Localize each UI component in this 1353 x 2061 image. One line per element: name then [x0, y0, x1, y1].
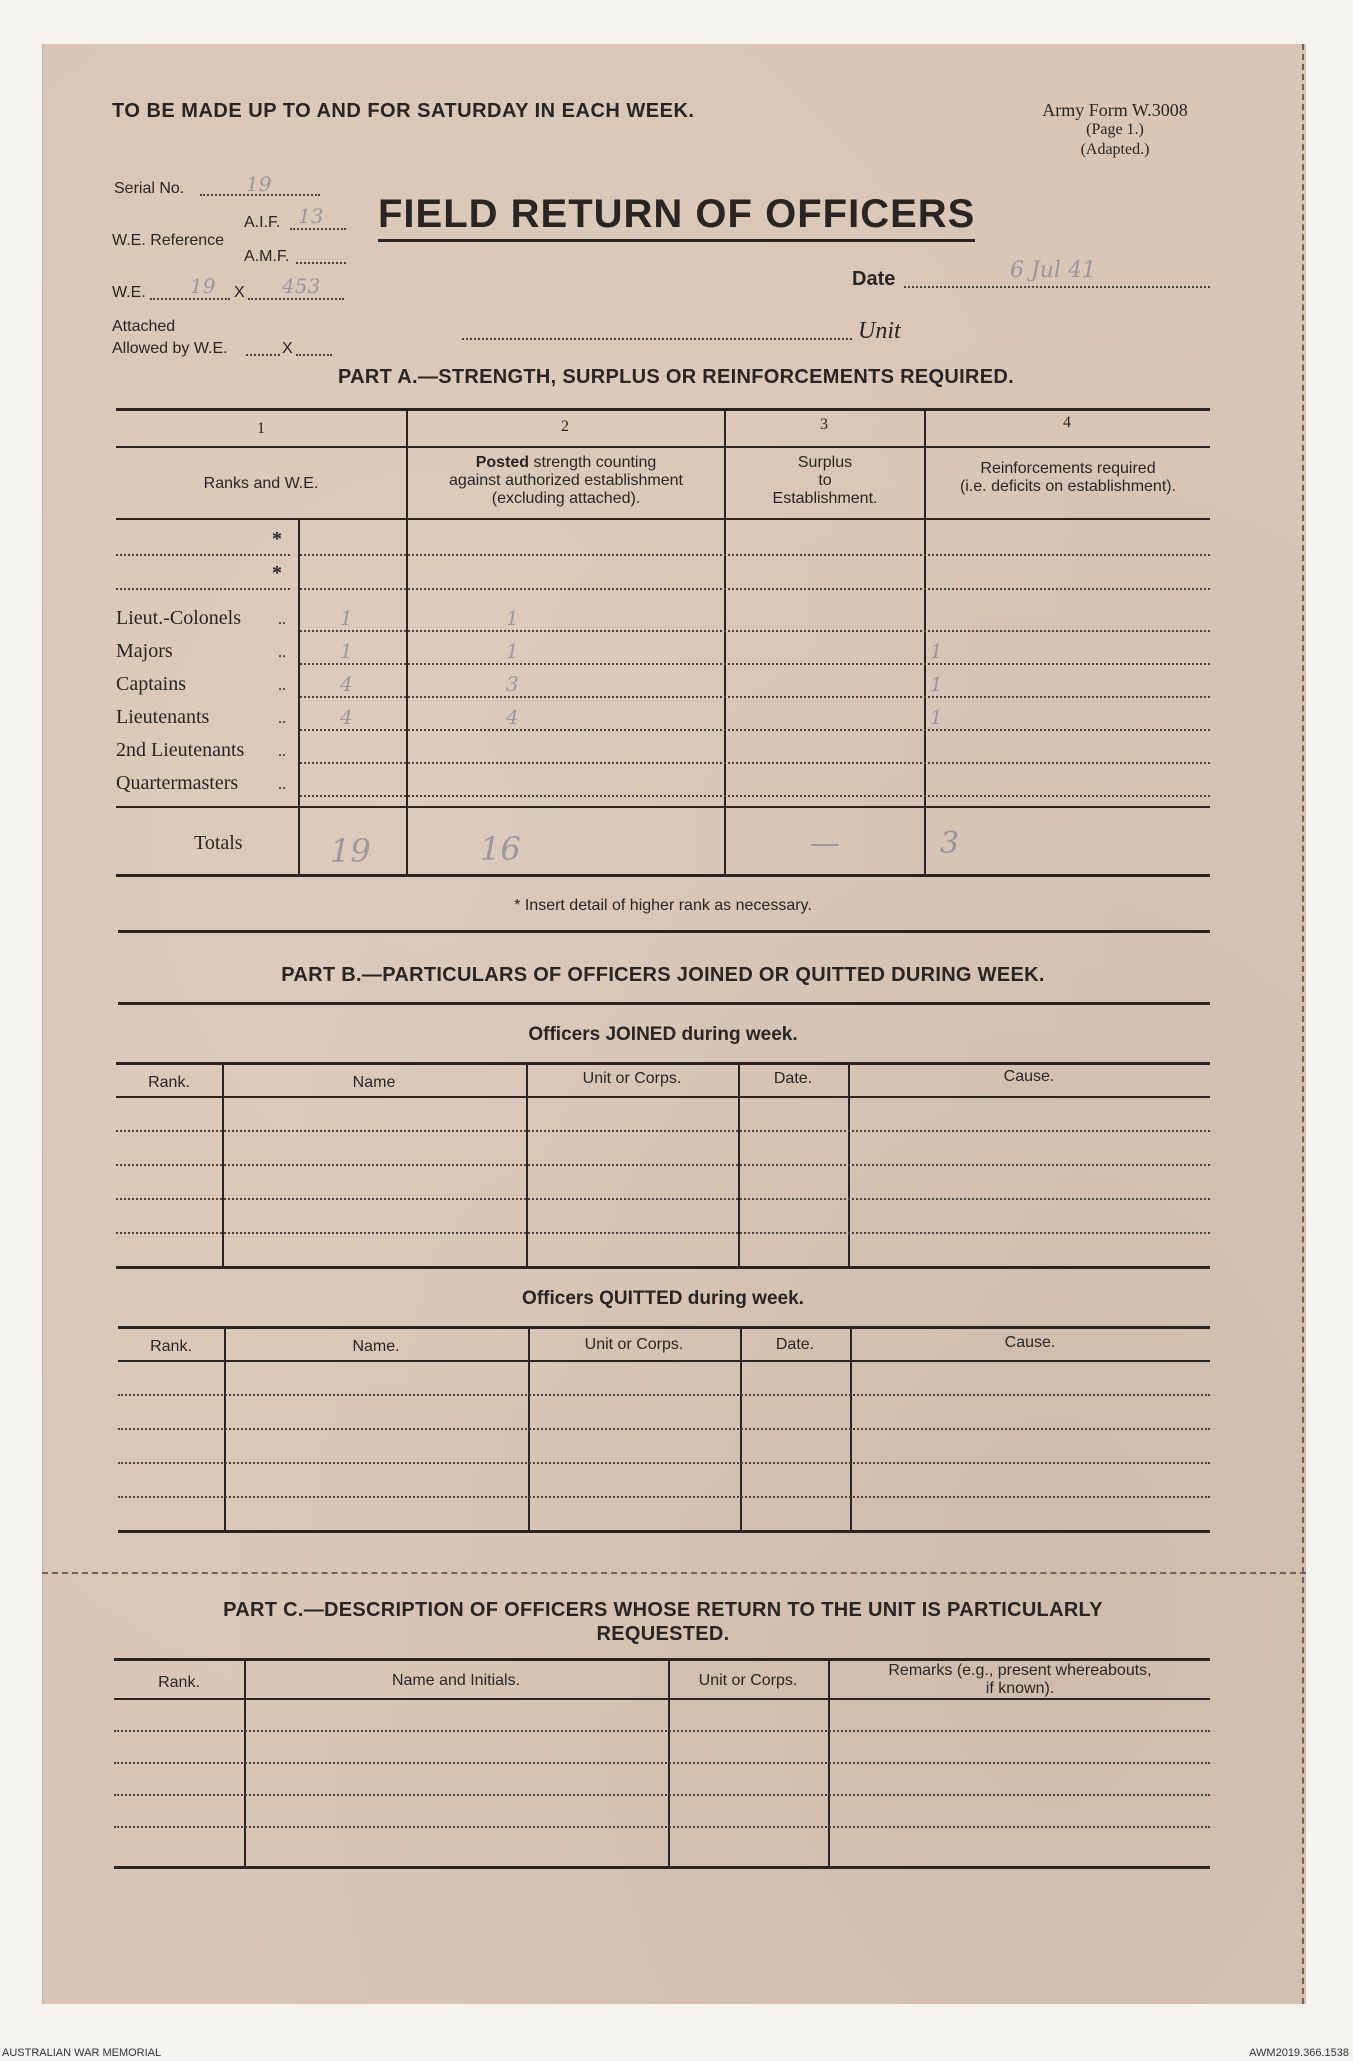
rank-lieut-colonels: Lieut.-Colonels — [116, 607, 241, 629]
we-reference-label: W.E. Reference — [112, 232, 225, 249]
col-number-4: 4 — [1063, 414, 1071, 431]
date-value: 6 Jul 41 — [1010, 258, 1097, 283]
part-c-col-remarks — [830, 1662, 1210, 1698]
part-a-number-rule — [116, 446, 1210, 448]
joined-col-unit: Unit or Corps. — [582, 1070, 682, 1087]
footer-credit-right: AWM2019.366.1538 — [1249, 2047, 1349, 2059]
joined-col-name: Name — [352, 1074, 396, 1091]
rank-lieutenants: Lieutenants — [116, 706, 210, 728]
serial-no-value: 19 — [246, 172, 272, 196]
aif-label: A.I.F. — [244, 214, 281, 231]
part-a-row-line-8 — [300, 795, 1210, 797]
part-c-heading-line-2: REQUESTED. — [596, 1623, 730, 1645]
quitted-top-rule — [118, 1326, 1210, 1329]
totals-we: 19 — [330, 832, 371, 870]
posted-rest: strength counting — [529, 454, 657, 471]
leader-dots-6: .. — [278, 776, 286, 793]
we-captains: 4 — [340, 672, 353, 696]
part-c-row-line-4[interactable] — [114, 1826, 1210, 1828]
part-c-header-rule — [114, 1698, 1210, 1700]
part-a-we-divider — [298, 520, 300, 876]
leader-dots-5: .. — [278, 743, 286, 760]
surplus-line-2: to — [818, 472, 832, 489]
posted-bold: Posted — [475, 454, 530, 471]
part-c-bottom-rule — [114, 1866, 1210, 1869]
leader-dots-3: .. — [278, 677, 286, 694]
rank-2nd-lieutenants: 2nd Lieutenants — [116, 739, 245, 761]
part-c-row-line-3[interactable] — [114, 1794, 1210, 1796]
part-c-heading-line-1: PART C.—DESCRIPTION OF OFFICERS WHOSE RETURN TO THE UNIT IS PARTICULARLY — [223, 1599, 1103, 1621]
part-b-heading: PART B.—PARTICULARS OF OFFICERS JOINED OR QUITTED DURING WEEK. — [281, 964, 1045, 986]
part-a-row-line-4 — [300, 663, 1210, 665]
joined-top-rule — [116, 1062, 1210, 1065]
col-header-ranks: Ranks and W.E. — [203, 475, 319, 492]
we-x: X — [234, 284, 245, 301]
remarks-line-2: if known). — [985, 1680, 1055, 1697]
quitted-col-name: Name. — [352, 1338, 400, 1355]
joined-row-line-4[interactable] — [116, 1232, 1210, 1234]
quitted-header-rule — [118, 1360, 1210, 1362]
we-label: W.E. — [112, 284, 146, 301]
part-c-col-name: Name and Initials. — [391, 1672, 521, 1689]
surplus-line-3: Establishment. — [772, 490, 878, 507]
part-a-bottom-rule — [116, 874, 1210, 877]
quitted-col-rank: Rank. — [150, 1338, 192, 1355]
allowed-field[interactable] — [246, 340, 280, 356]
col-header-surplus — [726, 454, 924, 508]
col-number-2: 2 — [561, 418, 569, 435]
star-row-2-marker: * — [272, 562, 282, 584]
quitted-row-line-3[interactable] — [118, 1462, 1210, 1464]
posted-line-2: against authorized establishment — [449, 472, 683, 489]
rank-captains: Captains — [116, 673, 186, 695]
joined-title: Officers JOINED during week. — [528, 1024, 798, 1045]
joined-col-cause: Cause. — [1003, 1068, 1055, 1085]
part-a-top-rule — [116, 408, 1210, 411]
amf-label: A.M.F. — [244, 248, 290, 265]
part-c-col-unit: Unit or Corps. — [698, 1672, 798, 1689]
part-c-heading — [116, 1598, 1210, 1646]
quitted-row-line-4[interactable] — [118, 1496, 1210, 1498]
unit-label: Unit — [858, 318, 901, 344]
totals-reinf: 3 — [940, 826, 960, 861]
allowed-field-2[interactable] — [296, 340, 332, 356]
aif-value: 13 — [298, 204, 324, 228]
attached-label: Attached — [112, 318, 176, 335]
form-identifier — [1010, 100, 1220, 160]
star-row-2-label-line[interactable] — [116, 588, 290, 590]
posted-majors: 1 — [506, 639, 519, 663]
leader-dots-2: .. — [278, 644, 286, 661]
joined-header-rule — [116, 1096, 1210, 1098]
reinf-captains: 1 — [930, 672, 943, 696]
totals-label: Totals — [194, 832, 243, 854]
part-a-footnote: * Insert detail of higher rank as necessary. — [514, 897, 812, 914]
we-value: 19 — [190, 274, 216, 298]
joined-col-date: Date. — [773, 1070, 813, 1087]
quitted-col-cause: Cause. — [1004, 1334, 1056, 1351]
joined-row-line-3[interactable] — [116, 1198, 1210, 1200]
allowed-x: X — [282, 340, 293, 357]
part-a-row-line-5 — [300, 696, 1210, 698]
joined-row-line-1[interactable] — [116, 1130, 1210, 1132]
quitted-bottom-rule — [118, 1530, 1210, 1533]
quitted-row-line-1[interactable] — [118, 1394, 1210, 1396]
part-c-row-line-1[interactable] — [114, 1730, 1210, 1732]
col-header-reinforcements — [926, 460, 1210, 496]
reinf-line-1: Reinforcements required — [980, 460, 1156, 477]
quitted-row-line-2[interactable] — [118, 1428, 1210, 1430]
instruction-heading: TO BE MADE UP TO AND FOR SATURDAY IN EACH WEEK. — [112, 100, 695, 122]
form-page: (Page 1.) — [1086, 121, 1144, 138]
part-c-top-rule — [114, 1658, 1210, 1661]
quitted-col-date: Date. — [775, 1336, 815, 1353]
serial-no-label: Serial No. — [114, 180, 185, 197]
totals-posted: 16 — [480, 830, 521, 868]
date-label: Date — [852, 268, 896, 290]
quitted-title: Officers QUITTED during week. — [522, 1288, 804, 1309]
posted-line-3: (excluding attached). — [491, 490, 641, 507]
page-title: FIELD RETURN OF OFFICERS — [378, 192, 975, 242]
part-a-totals-rule — [116, 806, 1210, 808]
rank-quartermasters: Quartermasters — [116, 772, 239, 794]
leader-dots-4: .. — [278, 710, 286, 727]
joined-col-rank: Rank. — [148, 1074, 190, 1091]
posted-captains: 3 — [506, 672, 519, 696]
quitted-col-unit: Unit or Corps. — [584, 1336, 684, 1353]
we-lieutenants: 4 — [340, 705, 353, 729]
form-note: (Adapted.) — [1080, 141, 1150, 158]
joined-bottom-rule — [116, 1266, 1210, 1269]
part-b-heading-rule — [118, 1002, 1210, 1005]
perforation-middle — [42, 1572, 1306, 1574]
part-a-row-line-6 — [300, 729, 1210, 731]
surplus-line-1: Surplus — [797, 454, 853, 471]
totals-surplus: — — [810, 826, 840, 861]
we-value-2: 453 — [282, 274, 321, 298]
perforation-right — [1302, 44, 1304, 2004]
footer-credit-left: AUSTRALIAN WAR MEMORIAL — [2, 2047, 162, 2059]
col-number-3: 3 — [820, 416, 828, 433]
leader-dots-1: .. — [278, 611, 286, 628]
joined-row-line-2[interactable] — [116, 1164, 1210, 1166]
posted-lieutenants: 4 — [506, 705, 519, 729]
part-a-heading: PART A.—STRENGTH, SURPLUS OR REINFORCEMENTS REQUIRED. — [338, 366, 1014, 388]
rank-majors: Majors — [116, 640, 173, 662]
we-lieut-colonels: 1 — [340, 606, 353, 630]
col-number-1: 1 — [257, 420, 265, 437]
col-header-posted — [408, 454, 724, 508]
form-name: Army Form W.3008 — [1042, 100, 1188, 120]
reinf-line-2: (i.e. deficits on establishment). — [959, 478, 1177, 495]
part-c-row-line-2[interactable] — [114, 1762, 1210, 1764]
reinf-lieutenants: 1 — [930, 705, 943, 729]
star-row-1-label-line[interactable] — [116, 554, 290, 556]
part-a-row-line-3 — [300, 630, 1210, 632]
part-a-footnote-rule — [118, 930, 1210, 933]
part-c-col-rank: Rank. — [158, 1674, 200, 1691]
star-row-1-marker: * — [272, 528, 282, 550]
part-a-header-rule — [116, 518, 1210, 520]
amf-field[interactable] — [296, 248, 346, 264]
we-majors: 1 — [340, 639, 353, 663]
part-a-row-line-1 — [300, 554, 1210, 556]
reinf-majors: 1 — [930, 639, 943, 663]
posted-lieut-colonels: 1 — [506, 606, 519, 630]
allowed-by-label: Allowed by W.E. — [112, 340, 228, 357]
remarks-line-1: Remarks (e.g., present whereabouts, — [888, 1662, 1152, 1679]
part-a-row-line-7 — [300, 762, 1210, 764]
part-a-row-line-2 — [300, 588, 1210, 590]
unit-field[interactable] — [462, 322, 852, 340]
